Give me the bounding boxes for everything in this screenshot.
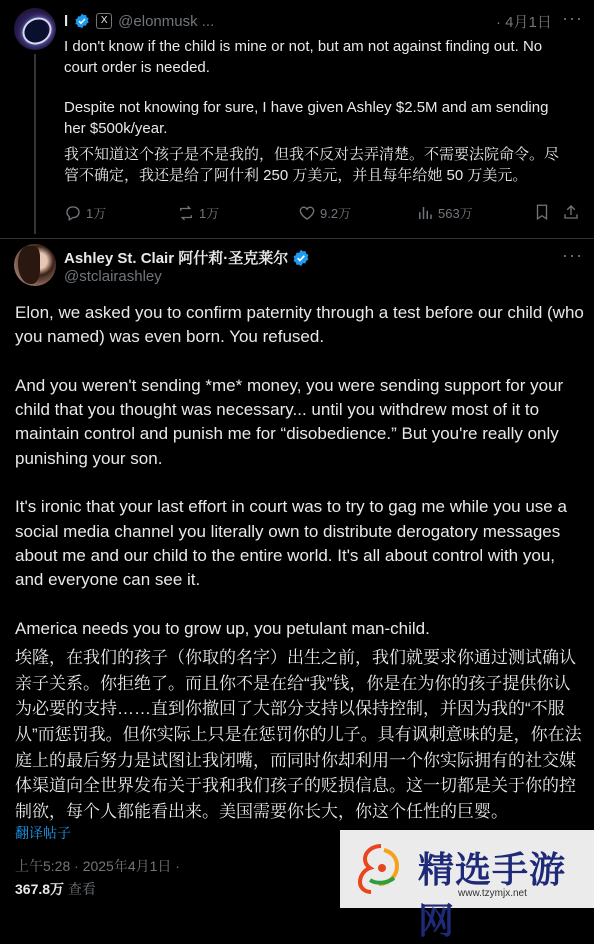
author-name[interactable]: Ashley St. Clair 阿什莉·圣克莱尔 (64, 250, 289, 267)
tweet-paragraph: It's ironic that your last effort in court was to try to gag me while you use a social media channel you literally own to distribute derogatory messages about me and our child to the entire world. It's all about control with you, and everyone can see it. (15, 497, 567, 590)
thread-line (34, 54, 36, 234)
repost-button[interactable] (177, 203, 219, 222)
tweet-text (64, 37, 569, 186)
author-name-row (64, 247, 310, 268)
translate-post-link[interactable]: 翻译帖子 (15, 825, 71, 841)
tweet-actions (64, 203, 584, 223)
tweet-paragraph: America needs you to grow up, you petulant man-child. (15, 618, 430, 638)
views-label: 查看 (67, 881, 96, 897)
verified-badge-icon (292, 249, 310, 267)
x-affiliate-badge-icon: X (96, 13, 112, 29)
views-count: 563万 (438, 206, 473, 221)
like-button[interactable] (298, 203, 351, 222)
avatar[interactable] (14, 8, 56, 50)
tweet-view-count (15, 879, 96, 899)
tweet-text-cn: 埃隆，在我们的孩子（你取的名字）出生之前，我们就要求你通过测试确认亲子关系。你拒绝了。而且你不是在给“我”钱，你是在为你的孩子提供你认为必要的支持……直到你撤回了大部分支持以保持控制，并因为我的“不服从”而惩罚我。但你实际上只是在惩罚你的儿子。具有讽刺意味的是，你在法庭上的最后努力是试图让我闭嘴，而同时你却利用一个你实际拥有的社交媒体渠道向全世界发布关于我和我们孩子的贬损信息。这一切都是关于你的控制欲，每个人都能看出来。美国需要你长大，你这个任性的巨婴。 (15, 648, 582, 821)
views-button[interactable] (416, 203, 473, 222)
tweet-paragraph: Elon, we asked you to confirm paternity through a test before our child (who you named) was even born. You refused. (15, 303, 584, 347)
tweet-timestamp[interactable]: 上午5:28 · 2025年4月1日 · (15, 858, 180, 874)
reply-count: 1万 (86, 206, 107, 221)
parent-tweet-header (64, 11, 214, 31)
bookmark-icon (533, 203, 551, 221)
author-name[interactable]: l (64, 12, 69, 30)
more-options-icon[interactable]: ··· (562, 245, 583, 265)
watermark-url: www.tzymjx.net (458, 888, 527, 899)
reply-icon (64, 204, 82, 222)
tweet-paragraph: And you weren't sending *me* money, you were sending support for your child that you thought was necessary... until you withdrew most of it to maintain control and punish me for “disobedience.” But you're really only punishing your son. (15, 375, 564, 468)
watermark-title: 精选手游网 (418, 850, 567, 942)
like-icon (298, 204, 316, 222)
bookmark-button[interactable] (533, 203, 551, 221)
like-count: 9.2万 (320, 206, 352, 221)
avatar[interactable] (14, 244, 56, 286)
watermark-logo-icon (352, 840, 410, 898)
tweet-text-cn: 我不知道这个孩子是不是我的，但我不反对去弄清楚。不需要法院命令。尽管不确定，我还是给了阿什利 250 万美元，并且每年给她 50 万美元。 (64, 146, 560, 184)
tweet-date[interactable]: · 4月1日 (496, 14, 552, 31)
repost-count: 1万 (199, 206, 220, 221)
tweet-text-en-2: Despite not knowing for sure, I have given Ashley $2.5M and am sending her $500k/year. (64, 99, 549, 137)
share-icon (562, 203, 580, 221)
repost-icon (177, 204, 195, 222)
views-number: 367.8万 (15, 881, 65, 897)
more-options-icon[interactable]: ··· (562, 8, 583, 28)
author-handle[interactable]: @elonmusk ... (118, 12, 215, 30)
tweet-text-en-1: I don't know if the child is mine or not, but am not against finding out. No court order is needed. (64, 38, 543, 76)
author-handle[interactable]: @stclairashley (64, 268, 162, 285)
share-button[interactable] (562, 203, 580, 221)
reply-button[interactable] (64, 203, 106, 222)
tweet-body (15, 301, 585, 824)
views-icon (416, 204, 434, 222)
parent-tweet[interactable] (0, 0, 594, 239)
verified-badge-icon (74, 13, 90, 29)
watermark (340, 830, 594, 942)
